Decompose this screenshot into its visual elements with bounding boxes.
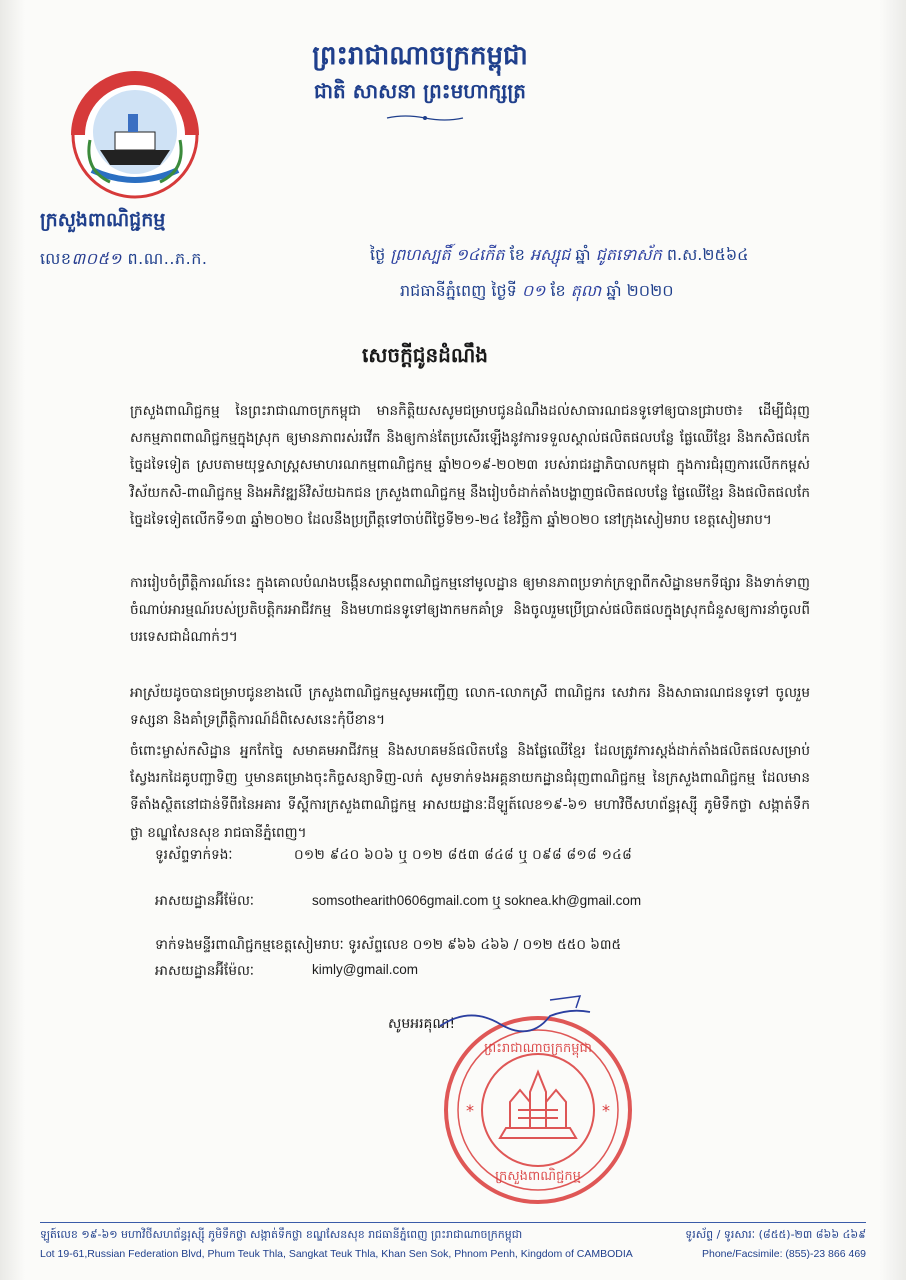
footer-address-en: Lot 19-61,Russian Federation Blvd, Phum Teuk Thla, Sangkat Teuk Thla, Khan Sen Sok, Phnom Penh, Kingdom of CAMBODIA — [40, 1248, 633, 1260]
seal-bottom-text: ក្រសួងពាណិជ្ជកម្ម — [495, 1169, 581, 1184]
email2-address: kimly@gmail.com — [312, 962, 418, 977]
body-paragraph-1: ក្រសួងពាណិជ្ជកម្ម នៃព្រះរាជាណាចក្រកម្ពុជា មានកិត្តិយសសូមជម្រាបជូនដំណឹងដល់សាធារណជនទូទៅឲ្យបានជ្រាបថា៖ ដើម្បីជំរុញសកម្មភាពពាណិជ្ជកម្មក្នុងស្រុក ឲ្យមានភាពរស់រវើក និងឲ្យកាន់តែប្រសើរឡើងនូវការទទួលស្គាល់ផលិតផលបន្លែ ផ្លែឈើខ្មែរ និងកសិផលកែច្នៃដទៃទៀត ស្របតាមយុទ្ធសាស្ត្រសមាហរណកម្មពាណិជ្ជកម្ម ឆ្នាំ២០១៩-២០២៣ របស់រាជរដ្ឋាភិបាលកម្ពុជា ក្នុងការជំរុញការលើកកម្ពស់វិស័យកសិ-ពាណិជ្ជកម្ម និងអភិវឌ្ឍន៍វិស័យឯកជន ក្រសួងពាណិជ្ជកម្ម នឹងរៀបចំដាក់តាំងបង្ហាញផលិតផលបន្លែ ផ្លែឈើខ្មែរ និងផលិតផលកែច្នៃដទៃទៀតលើកទី១៣ ឆ្នាំ២០២០ ដែលនឹងប្រព្រឹត្តទៅចាប់ពីថ្ងៃទី២១-២៤ ខែវិច្ឆិកា ឆ្នាំ២០២០ នៅក្រុងសៀមរាប ខេត្តសៀមរាប។ — [130, 403, 810, 528]
day-number: ០១ — [521, 281, 546, 300]
gregorian-date — [400, 280, 674, 304]
lunar-day: ព្រហស្បតិ៍ ១៤កើត — [390, 245, 505, 264]
footer-phone-km: ទូរស័ព្ទ / ទូរសារៈ (៨៥៥)-២៣ ៨៦៦ ៤៦៩ — [685, 1228, 866, 1241]
month-prefix: ខែ — [550, 281, 566, 300]
body-paragraph-3: អាស្រ័យដូចបានជម្រាបជូនខាងលើ ក្រសួងពាណិជ្ជកម្មសូមអញ្ជើញ លោក-លោកស្រី ពាណិជ្ជករ សេវាករ និងសាធារណជនទូទៅ ចូលរួមទស្សនា និងគាំទ្រព្រឹត្តិការណ៍ដ៏ពិសេសនេះកុំបីខាន។ — [130, 685, 810, 729]
svg-text:*: * — [602, 1101, 610, 1120]
place-prefix: រាជធានីភ្នំពេញ ថ្ងៃទី — [400, 281, 517, 300]
seal-top-text: ព្រះរាជាណាចក្រកម្ពុជា — [484, 1041, 592, 1056]
phone-numbers: ០១២ ៩៤០ ៦០៦ ឬ ០១២ ៨៥៣ ៨៤៨ ឬ ០៩៨ ៨១៨ ១៤៨ — [294, 847, 633, 863]
lunar-month: អស្សុជ — [529, 245, 571, 264]
closing-thanks: សូមអរគុណ! — [388, 1016, 456, 1032]
lunar-date — [370, 244, 748, 268]
ref-prefix: លេខ — [40, 249, 72, 268]
document-title: សេចក្តីជូនដំណឹង — [362, 343, 488, 367]
body-paragraph-4: ចំពោះម្ចាស់កសិដ្ឋាន អ្នកកែច្នៃ សមាគមអាជីវកម្ម និងសហគមន៍ផលិតបន្លែ និងផ្លែឈើខ្មែរ ដែលត្រូវការស្តង់ដាក់តាំងផលិតផលសម្រាប់ស្វែងរកដៃគូបញ្ជាទិញ ឬមានគម្រោងចុះកិច្ចសន្យាទិញ-លក់ សូមទាក់ទងអគ្គនាយកដ្ឋានជំរុញពាណិជ្ជកម្ម នៃក្រសួងពាណិជ្ជកម្ម ដែលមានទីតាំងស្ថិតនៅជាន់ទីពីរនៃអគារ ទីស្តីការក្រសួងពាណិជ្ជកម្ម អាសយដ្ឋានៈដីឡូត៍លេខ១៩-៦១ មហាវិថីសហព័ន្ធរុស្ស៊ី ភូមិទឹកថ្លា សង្កាត់ទឹកថ្លា ខណ្ឌសែនសុខ រាជធានីភ្នំពេញ។ — [130, 743, 810, 841]
footer-divider — [40, 1222, 866, 1223]
signature-scribble — [430, 986, 600, 1046]
year: ឆ្នាំ ២០២០ — [606, 281, 674, 300]
email2-label: អាសយដ្ឋានអ៊ីម៉ែលៈ — [155, 963, 255, 979]
email-addresses: somsothearith0606gmail.com ឬ soknea.kh@gmail.com — [312, 893, 642, 908]
lunar-year-prefix: ឆ្នាំ — [575, 245, 591, 264]
svg-text:*: * — [466, 1101, 474, 1120]
buddhist-era: ព.ស.២៥៦៤ — [666, 245, 749, 264]
lunar-year: ជូតទោស័ក — [595, 245, 662, 264]
phone-label: ទូរស័ព្ទទាក់ទងៈ — [155, 847, 233, 863]
lunar-month-prefix: ខែ — [509, 245, 525, 264]
ref-number: ៣០៥១ — [71, 249, 122, 268]
body-paragraph-2: ការរៀបចំព្រឹត្តិការណ៍នេះ ក្នុងគោលបំណងបង្កើនសម្ភាពពាណិជ្ជកម្មនៅមូលដ្ឋាន ឲ្យមានភាពប្រទាក់ក្រឡាពីកសិដ្ឋានមកទីផ្សារ និងទាក់ទាញចំណាប់អារម្មណ៍របស់ប្រតិបត្តិករអាជីវកម្ម និងមហាជនទូទៅឲ្យងាកមកគាំទ្រ និងចូលរួមប្រើប្រាស់ផលិតផលក្នុងស្រុកជំនួសឲ្យការនាំចូលពីបរទេសជាដំណាក់ៗ។ — [130, 575, 810, 646]
national-motto: ជាតិ សាសនា ព្រះមហាក្សត្រ — [314, 79, 526, 103]
email-label: អាសយដ្ឋានអ៊ីម៉ែលៈ — [155, 893, 255, 909]
footer-phone-en: Phone/Facsimile: (855)-23 866 469 — [701, 1248, 866, 1260]
reference-number — [40, 248, 207, 272]
ref-suffix: ព.ណ..ភ.ក. — [127, 249, 208, 268]
siemreap-contact: ទាក់ទងមន្ទីរពាណិជ្ជកម្មខេត្តសៀមរាបៈ ទូរស័ព្ទលេខ ០១២ ៩៦៦ ៤៦៦ / ០១២ ៥៥០ ៦៣៥ — [155, 937, 622, 953]
lunar-prefix: ថ្ងៃ — [370, 245, 386, 264]
kingdom-heading: ព្រះរាជាណាចក្រកម្ពុជា — [312, 41, 528, 71]
month-name: តុលា — [570, 281, 602, 300]
ornament-divider — [385, 112, 465, 124]
ministry-logo — [70, 70, 200, 200]
footer-address-km: ឡូត៍លេខ ១៩-៦១ មហាវិថីសហព័ន្ធរុស្ស៊ី ភូមិទឹកថ្លា សង្កាត់ទឹកថ្លា ខណ្ឌសែនសុខ រាជធានីភ្នំពេញ ព្រះរាជាណាចក្រកម្ពុជា — [40, 1228, 523, 1241]
ministry-name: ក្រសួងពាណិជ្ជកម្ម — [40, 209, 166, 231]
